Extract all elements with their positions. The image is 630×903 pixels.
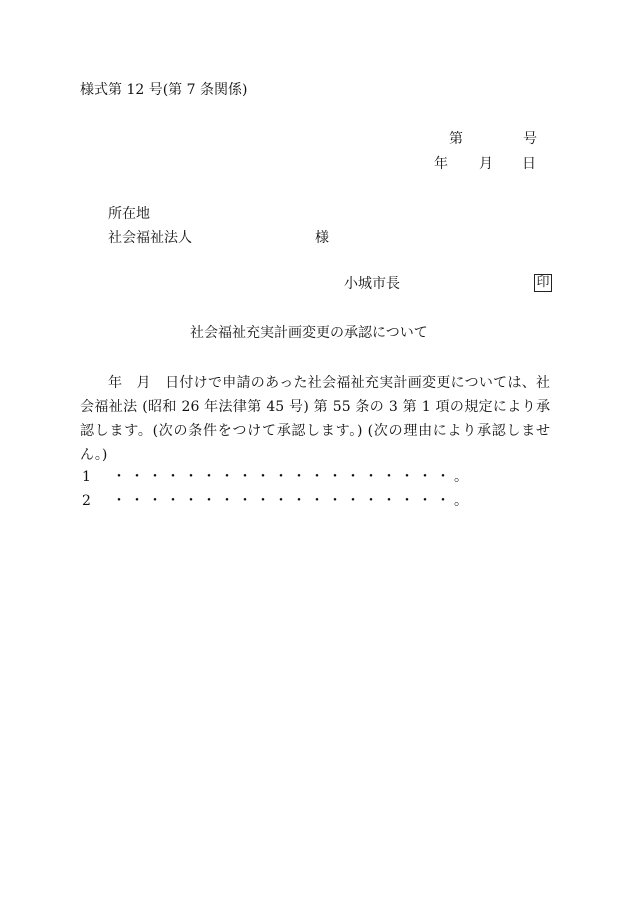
seal-stamp: 印 — [534, 274, 552, 292]
document-body: 年 月 日付けで申請のあった社会福祉充実計画変更については、社会福祉法 (昭和 26 年法律第 45 号) 第 55 条の 3 第 1 項の規定により承認します。(次の条件をつけて承認します。) (次の理由により承認しません。) — [80, 375, 550, 463]
condition-number: 1 — [82, 469, 91, 485]
date-day-label: 日 — [522, 156, 536, 172]
document-number-dai: 第 — [449, 131, 463, 147]
issuer-name: 小城市長 — [344, 276, 400, 292]
condition-text: ・・・・・・・・・・・・・・・・・・・。 — [112, 469, 472, 485]
document-subject: 社会福祉充実計画変更の承認について — [190, 325, 428, 341]
condition-item — [82, 491, 472, 511]
recipient-corporation-label: 社会福祉法人 — [108, 230, 192, 246]
form-number: 様式第 12 号(第 7 条関係) — [80, 82, 248, 98]
condition-number: 2 — [82, 493, 91, 509]
date-month-label: 月 — [479, 156, 493, 172]
recipient-address-label: 所在地 — [108, 206, 150, 222]
date-year-label: 年 — [434, 156, 448, 172]
recipient-honorific: 様 — [315, 230, 329, 246]
document-number-go: 号 — [523, 131, 537, 147]
condition-text: ・・・・・・・・・・・・・・・・・・・。 — [112, 493, 472, 509]
condition-item — [82, 467, 472, 487]
